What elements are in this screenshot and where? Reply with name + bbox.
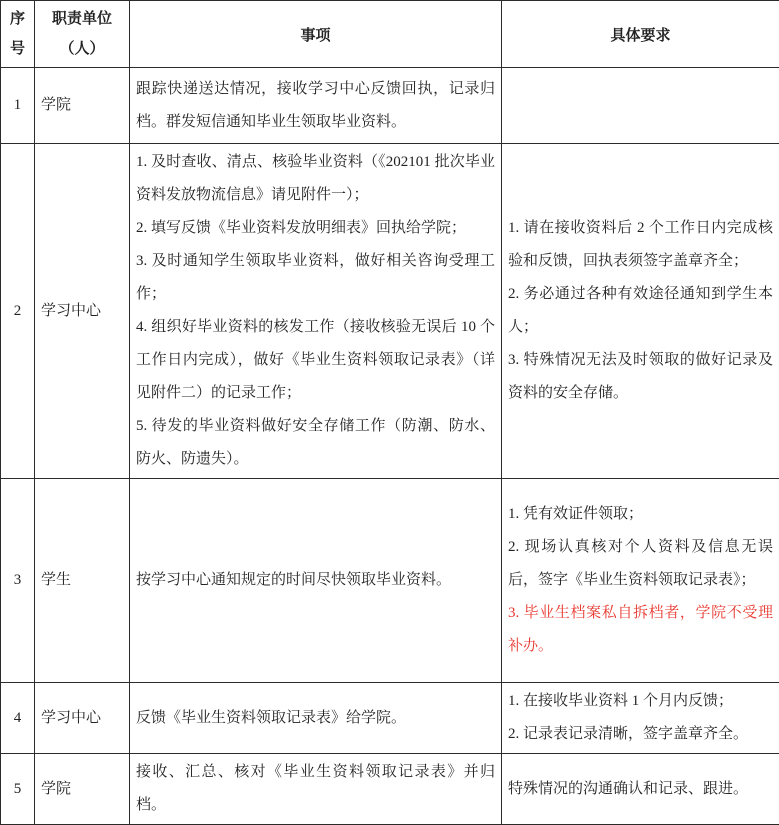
col-header-index: [1, 1, 35, 68]
requirement-text: 3. 特殊情况无法及时领取的做好记录及资料的安全存储。: [508, 344, 773, 410]
seq-cell: 2: [1, 144, 35, 479]
requirement-text: 1. 凭有效证件领取；: [508, 498, 773, 531]
item-text: 3. 及时通知学生领取毕业资料，做好相关咨询受理工作；: [136, 245, 495, 311]
item-text: 跟踪快递送达情况，接收学习中心反馈回执，记录归档。群发短信通知毕业生领取毕业资料。: [136, 73, 495, 139]
items-cell: [130, 683, 502, 754]
table-row: [1, 754, 779, 825]
requirement-text: 1. 在接收毕业资料 1 个月内反馈；: [508, 685, 773, 718]
col-header-items: 事项: [130, 1, 502, 68]
requirements-cell: [502, 144, 779, 479]
header-row: [1, 1, 779, 68]
item-text: 4. 组织好毕业资料的核发工作（接收核验无误后 10 个工作日内完成），做好《毕业生资料领取记录表》（详见附件二）的记录工作；: [136, 311, 495, 410]
requirements-cell: [502, 683, 779, 754]
table-row: [1, 144, 779, 479]
unit-cell: 学院: [35, 754, 130, 825]
requirements-cell: [502, 68, 779, 144]
seq-cell: 1: [1, 68, 35, 144]
requirement-text: 特殊情况的沟通确认和记录、跟进。: [508, 773, 773, 806]
item-text: 2. 填写反馈《毕业资料发放明细表》回执给学院；: [136, 212, 495, 245]
requirements-cell: [502, 754, 779, 825]
seq-cell: 4: [1, 683, 35, 754]
unit-cell: 学习中心: [35, 683, 130, 754]
col-header-unit-line2: （人）: [37, 34, 127, 64]
requirements-cell: [502, 479, 779, 683]
table-row: [1, 479, 779, 683]
item-text: 按学习中心通知规定的时间尽快领取毕业资料。: [136, 564, 495, 597]
col-header-index-line1: 序: [3, 4, 32, 34]
table-row: [1, 683, 779, 754]
seq-cell: 3: [1, 479, 35, 683]
requirement-text: 2. 现场认真核对个人资料及信息无误后，签字《毕业生资料领取记录表》；: [508, 531, 773, 597]
col-header-index-line2: 号: [3, 34, 32, 64]
col-header-unit-line1: 职责单位: [37, 4, 127, 34]
items-cell: [130, 144, 502, 479]
item-text: 1. 及时查收、清点、核验毕业资料（《202101 批次毕业资料发放物流信息》请见附件一）；: [136, 146, 495, 212]
items-cell: [130, 754, 502, 825]
requirement-text-warning: 3. 毕业生档案私自拆档者，学院不受理补办。: [508, 597, 773, 663]
item-text: 反馈《毕业生资料领取记录表》给学院。: [136, 702, 495, 735]
seq-cell: 5: [1, 754, 35, 825]
table-row: [1, 68, 779, 144]
unit-cell: 学院: [35, 68, 130, 144]
col-header-unit: [35, 1, 130, 68]
item-text: 接收、汇总、核对《毕业生资料领取记录表》并归档。: [136, 756, 495, 822]
requirement-text: 1. 请在接收资料后 2 个工作日内完成核验和反馈，回执表须签字盖章齐全；: [508, 212, 773, 278]
unit-cell: 学生: [35, 479, 130, 683]
unit-cell: 学习中心: [35, 144, 130, 479]
items-cell: [130, 68, 502, 144]
item-text: 5. 待发的毕业资料做好安全存储工作（防潮、防水、防火、防遗失）。: [136, 410, 495, 476]
items-cell: [130, 479, 502, 683]
requirement-text: 2. 记录表记录清晰，签字盖章齐全。: [508, 718, 773, 751]
requirement-text: 2. 务必通过各种有效途径通知到学生本人；: [508, 278, 773, 344]
col-header-requirements: 具体要求: [502, 1, 779, 68]
